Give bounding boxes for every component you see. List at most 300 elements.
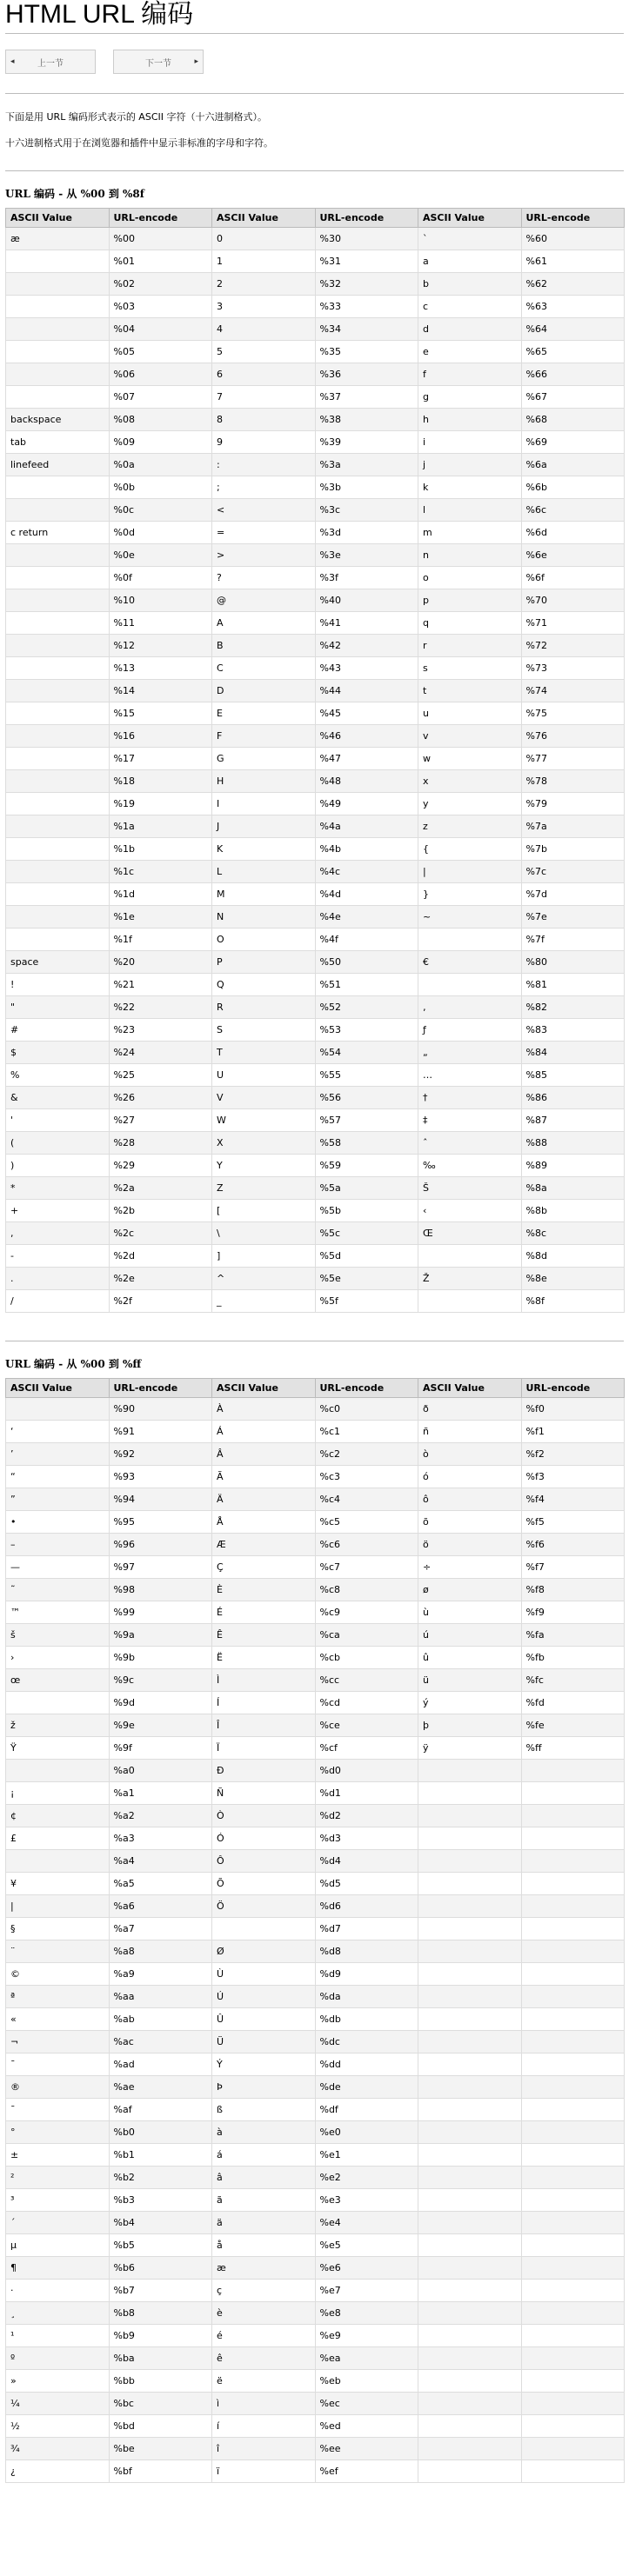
table-cell: m <box>418 522 522 544</box>
table-cell: Æ <box>212 1534 316 1556</box>
table-row <box>6 1109 625 1132</box>
table-row <box>6 1669 625 1692</box>
table-cell <box>6 793 110 815</box>
column-header: ASCII Value <box>418 1379 522 1398</box>
table-cell: ‹ <box>418 1200 522 1222</box>
table-cell <box>418 2302 522 2325</box>
table-cell: %b4 <box>109 2212 212 2234</box>
table-cell: ç <box>212 2280 316 2302</box>
table-cell: v <box>418 725 522 748</box>
table-cell: Ø <box>212 1940 316 1963</box>
table-cell <box>418 2121 522 2144</box>
table-cell: %55 <box>315 1064 418 1087</box>
table-cell: ˜ <box>6 1579 110 1601</box>
table-cell: h <box>418 409 522 431</box>
table-cell: æ <box>6 228 110 250</box>
table-cell: %03 <box>109 296 212 318</box>
table-cell: Í <box>212 1692 316 1714</box>
table-cell: R <box>212 996 316 1019</box>
table-cell: © <box>6 1963 110 1986</box>
table-cell <box>6 657 110 680</box>
table-row <box>6 1488 625 1511</box>
table-cell: à <box>212 2121 316 2144</box>
table-cell: %22 <box>109 996 212 1019</box>
table-cell: %ad <box>109 2053 212 2076</box>
table-cell: Þ <box>212 2076 316 2099</box>
table-cell: %7b <box>521 838 625 861</box>
table-cell: %53 <box>315 1019 418 1042</box>
table-cell: F <box>212 725 316 748</box>
table-cell: %f8 <box>521 1579 625 1601</box>
table-cell: %12 <box>109 635 212 657</box>
table-cell: ï <box>212 2460 316 2483</box>
table-row <box>6 770 625 793</box>
table-cell: %fc <box>521 1669 625 1692</box>
table-row <box>6 680 625 702</box>
table-row <box>6 2347 625 2370</box>
table-cell: %97 <box>109 1556 212 1579</box>
table-cell: 6 <box>212 363 316 386</box>
table-cell: a <box>418 250 522 273</box>
intro-line: 十六进制格式用于在浏览器和插件中显示非标准的字母和字符。 <box>5 137 273 149</box>
table-cell: %3d <box>315 522 418 544</box>
table-row <box>6 996 625 1019</box>
table-cell: %2f <box>109 1290 212 1313</box>
table-row <box>6 2031 625 2053</box>
table-cell: %da <box>315 1986 418 2008</box>
table-cell: ] <box>212 1245 316 1268</box>
table-cell: %ff <box>521 1737 625 1760</box>
table-cell: %a0 <box>109 1760 212 1782</box>
table-cell <box>521 2121 625 2144</box>
table-row <box>6 2008 625 2031</box>
table-cell <box>418 974 522 996</box>
table-cell: %dd <box>315 2053 418 2076</box>
table-cell <box>418 1940 522 1963</box>
table-row <box>6 1692 625 1714</box>
table-cell: q <box>418 612 522 635</box>
table-cell: ¸ <box>6 2302 110 2325</box>
table-cell: %86 <box>521 1087 625 1109</box>
table-cell: 7 <box>212 386 316 409</box>
table-cell: tab <box>6 431 110 454</box>
table-cell: y <box>418 793 522 815</box>
table-row <box>6 1782 625 1805</box>
table-cell: / <box>6 1290 110 1313</box>
table-cell: %b6 <box>109 2257 212 2280</box>
table-cell: %0a <box>109 454 212 476</box>
table-cell: %8b <box>521 1200 625 1222</box>
table-row <box>6 1714 625 1737</box>
table-row <box>6 1940 625 1963</box>
table-row <box>6 228 625 250</box>
table-cell: í <box>212 2415 316 2438</box>
table-cell: %70 <box>521 589 625 612</box>
table-cell <box>418 1805 522 1827</box>
table-cell: %51 <box>315 974 418 996</box>
table-cell: „ <box>418 1042 522 1064</box>
table-cell <box>6 1760 110 1782</box>
table-cell: ¶ <box>6 2257 110 2280</box>
table-row <box>6 2415 625 2438</box>
table-cell: %b2 <box>109 2167 212 2189</box>
table-cell: 2 <box>212 273 316 296</box>
table-row <box>6 296 625 318</box>
table-cell: ò <box>418 1443 522 1466</box>
table-row <box>6 2393 625 2415</box>
table-row <box>6 1624 625 1647</box>
table-cell: %00 <box>109 228 212 250</box>
table-cell: %a5 <box>109 1873 212 1895</box>
table-cell <box>418 1850 522 1873</box>
table-cell: %e4 <box>315 2212 418 2234</box>
table-cell: %f2 <box>521 1443 625 1466</box>
table-cell: ø <box>418 1579 522 1601</box>
table-cell: A <box>212 612 316 635</box>
table-cell: ô <box>418 1488 522 1511</box>
table-cell: %7e <box>521 906 625 929</box>
table-cell: ¯ <box>6 2099 110 2121</box>
table-cell: %5c <box>315 1222 418 1245</box>
table-cell: š <box>6 1624 110 1647</box>
table-cell: ® <box>6 2076 110 2099</box>
table-cell: %18 <box>109 770 212 793</box>
table-cell <box>521 1805 625 1827</box>
table-row <box>6 2438 625 2460</box>
table-cell: %13 <box>109 657 212 680</box>
table-cell: 5 <box>212 341 316 363</box>
table-cell: ¾ <box>6 2438 110 2460</box>
table-row <box>6 499 625 522</box>
table-cell: %32 <box>315 273 418 296</box>
table-cell: %93 <box>109 1466 212 1488</box>
table-cell: %2d <box>109 1245 212 1268</box>
table-cell: %7f <box>521 929 625 951</box>
table-cell: é <box>212 2325 316 2347</box>
table-cell: %98 <box>109 1579 212 1601</box>
table-cell <box>418 2167 522 2189</box>
table-cell: %92 <box>109 1443 212 1466</box>
table-cell: %9f <box>109 1737 212 1760</box>
table-cell <box>418 1986 522 2008</box>
table-cell: %a9 <box>109 1963 212 1986</box>
table-cell: %fd <box>521 1692 625 1714</box>
table-cell: %b8 <box>109 2302 212 2325</box>
table-cell <box>418 2325 522 2347</box>
intro <box>5 94 624 170</box>
table-cell: J <box>212 815 316 838</box>
table-cell: x <box>418 770 522 793</box>
table-cell: %69 <box>521 431 625 454</box>
table-cell <box>6 1398 110 1421</box>
table-cell: %74 <box>521 680 625 702</box>
table-cell: ‚ <box>418 996 522 1019</box>
table-row <box>6 2121 625 2144</box>
table-cell: b <box>418 273 522 296</box>
table-cell <box>521 1940 625 1963</box>
table-cell <box>418 2234 522 2257</box>
table-cell: %3b <box>315 476 418 499</box>
table-cell: œ <box>6 1669 110 1692</box>
table-cell <box>521 1963 625 1986</box>
table-cell: ¼ <box>6 2393 110 2415</box>
section-title: URL 编码 - 从 %00 到 %8f <box>5 188 144 200</box>
table-cell: ` <box>418 228 522 250</box>
table-cell: s <box>418 657 522 680</box>
table-cell: * <box>6 1177 110 1200</box>
table-cell <box>418 1963 522 1986</box>
table-cell <box>418 1873 522 1895</box>
table-cell <box>418 2460 522 2483</box>
table-row <box>6 1827 625 1850</box>
table-cell: backspace <box>6 409 110 431</box>
table-cell: Ô <box>212 1850 316 1873</box>
table-cell: %c0 <box>315 1398 418 1421</box>
table-cell <box>6 589 110 612</box>
table-cell: %59 <box>315 1155 418 1177</box>
table-cell <box>521 2280 625 2302</box>
table-cell <box>418 2370 522 2393</box>
table-cell: Ï <box>212 1737 316 1760</box>
prev-section-button[interactable] <box>5 50 96 74</box>
table-cell: %77 <box>521 748 625 770</box>
table-cell: %a8 <box>109 1940 212 1963</box>
table-cell: Â <box>212 1443 316 1466</box>
table-row <box>6 2460 625 2483</box>
table-cell: t <box>418 680 522 702</box>
table-row <box>6 1245 625 1268</box>
table-cell: %c3 <box>315 1466 418 1488</box>
table-cell: ² <box>6 2167 110 2189</box>
table-cell <box>418 2053 522 2076</box>
table-cell: %2e <box>109 1268 212 1290</box>
table-row <box>6 567 625 589</box>
table-cell: w <box>418 748 522 770</box>
table-cell: â <box>212 2167 316 2189</box>
table-cell: %39 <box>315 431 418 454</box>
table-cell: %be <box>109 2438 212 2460</box>
table-cell: %9c <box>109 1669 212 1692</box>
table-cell: %d7 <box>315 1918 418 1940</box>
table-cell: Á <box>212 1421 316 1443</box>
column-header: URL-encode <box>109 1379 212 1398</box>
table-cell: ; <box>212 476 316 499</box>
table-cell: %c1 <box>315 1421 418 1443</box>
table-cell: ù <box>418 1601 522 1624</box>
table-cell: %bb <box>109 2370 212 2393</box>
table-cell: %6f <box>521 567 625 589</box>
table-cell: %ed <box>315 2415 418 2438</box>
table-cell: # <box>6 1019 110 1042</box>
table-row <box>6 2302 625 2325</box>
table-cell: %66 <box>521 363 625 386</box>
table-cell: %0b <box>109 476 212 499</box>
column-header: ASCII Value <box>212 209 316 228</box>
table-cell: %60 <box>521 228 625 250</box>
table-cell: P <box>212 951 316 974</box>
table-cell <box>418 1782 522 1805</box>
table-cell: linefeed <box>6 454 110 476</box>
table-cell: %56 <box>315 1087 418 1109</box>
table-cell: Ý <box>212 2053 316 2076</box>
table-cell: %ab <box>109 2008 212 2031</box>
table-cell: ^ <box>212 1268 316 1290</box>
table-row <box>6 1873 625 1895</box>
table-cell: æ <box>212 2257 316 2280</box>
table-cell <box>6 273 110 296</box>
table-cell: %f9 <box>521 1601 625 1624</box>
table-cell: %4c <box>315 861 418 883</box>
table-cell <box>418 1760 522 1782</box>
table-cell: %ee <box>315 2438 418 2460</box>
table-cell: D <box>212 680 316 702</box>
table-cell: Ò <box>212 1805 316 1827</box>
table-cell: ö <box>418 1534 522 1556</box>
table-cell: ñ <box>418 1421 522 1443</box>
table-cell: $ <box>6 1042 110 1064</box>
table-cell <box>418 2393 522 2415</box>
table-cell <box>6 567 110 589</box>
table-cell <box>521 2302 625 2325</box>
table-cell: %75 <box>521 702 625 725</box>
table-cell: %8c <box>521 1222 625 1245</box>
table-cell: %44 <box>315 680 418 702</box>
table-cell: %37 <box>315 386 418 409</box>
table-cell: ‰ <box>418 1155 522 1177</box>
table-cell: ’ <box>6 1443 110 1466</box>
table-cell: Œ <box>418 1222 522 1245</box>
column-header: ASCII Value <box>212 1379 316 1398</box>
table-cell: %ce <box>315 1714 418 1737</box>
table-cell: %dc <box>315 2031 418 2053</box>
table-cell <box>418 1895 522 1918</box>
table-cell: › <box>6 1647 110 1669</box>
table-cell: %95 <box>109 1511 212 1534</box>
table-row <box>6 273 625 296</box>
table-row <box>6 2325 625 2347</box>
table-cell: Û <box>212 2008 316 2031</box>
next-section-button[interactable] <box>113 50 204 74</box>
table-cell: g <box>418 386 522 409</box>
table-cell: %fa <box>521 1624 625 1647</box>
table-cell: %e1 <box>315 2144 418 2167</box>
table-row <box>6 431 625 454</box>
table-row <box>6 1601 625 1624</box>
table-row <box>6 2212 625 2234</box>
table-cell: %ea <box>315 2347 418 2370</box>
table-cell: %79 <box>521 793 625 815</box>
table-row <box>6 635 625 657</box>
table-cell: § <box>6 1918 110 1940</box>
table-cell: %2b <box>109 1200 212 1222</box>
table-cell: %c6 <box>315 1534 418 1556</box>
table-cell: – <box>6 1534 110 1556</box>
table-cell: %d3 <box>315 1827 418 1850</box>
table-cell: %64 <box>521 318 625 341</box>
table-cell: %c9 <box>315 1601 418 1624</box>
table-cell: %9e <box>109 1714 212 1737</box>
table-cell: f <box>418 363 522 386</box>
table-cell: è <box>212 2302 316 2325</box>
table-cell: U <box>212 1064 316 1087</box>
table-cell: k <box>418 476 522 499</box>
table-cell: %4d <box>315 883 418 906</box>
table-cell: E <box>212 702 316 725</box>
table-cell: %81 <box>521 974 625 996</box>
table-cell: L <box>212 861 316 883</box>
table-cell: ! <box>6 974 110 996</box>
table-cell <box>6 725 110 748</box>
table-cell: %aa <box>109 1986 212 2008</box>
table-cell: Ã <box>212 1466 316 1488</box>
table-cell: %30 <box>315 228 418 250</box>
table-row <box>6 1647 625 1669</box>
table-cell <box>6 1850 110 1873</box>
table-cell: | <box>418 861 522 883</box>
table-row <box>6 815 625 838</box>
table-cell <box>6 296 110 318</box>
table-cell: %26 <box>109 1087 212 1109</box>
table-cell: %c8 <box>315 1579 418 1601</box>
table-cell: B <box>212 635 316 657</box>
table-cell: %15 <box>109 702 212 725</box>
table-cell: %f7 <box>521 1556 625 1579</box>
table-cell: %ae <box>109 2076 212 2099</box>
table-row <box>6 2189 625 2212</box>
table-cell: %1d <box>109 883 212 906</box>
table-cell <box>418 2076 522 2099</box>
table-cell <box>418 2257 522 2280</box>
table-row <box>6 589 625 612</box>
table-cell: %16 <box>109 725 212 748</box>
table-cell <box>418 2099 522 2121</box>
table-cell: ‘ <box>6 1421 110 1443</box>
table-cell: %9b <box>109 1647 212 1669</box>
table-row <box>6 1511 625 1534</box>
table-cell: ¹ <box>6 2325 110 2347</box>
table-cell <box>6 838 110 861</box>
table-cell: %10 <box>109 589 212 612</box>
table-cell: X <box>212 1132 316 1155</box>
table-cell: %e3 <box>315 2189 418 2212</box>
table-cell: 9 <box>212 431 316 454</box>
table-cell: %6a <box>521 454 625 476</box>
table-cell: %d0 <box>315 1760 418 1782</box>
table-cell: %0f <box>109 567 212 589</box>
table-cell: %8e <box>521 1268 625 1290</box>
table-cell: %87 <box>521 1109 625 1132</box>
table-cell: %8a <box>521 1177 625 1200</box>
table-cell: %7a <box>521 815 625 838</box>
table-cell <box>6 318 110 341</box>
table-cell: j <box>418 454 522 476</box>
table-cell: %6e <box>521 544 625 567</box>
section-title: URL 编码 - 从 %00 到 %ff <box>5 1358 142 1370</box>
table-cell: %3e <box>315 544 418 567</box>
table-cell <box>6 544 110 567</box>
table-cell: %9a <box>109 1624 212 1647</box>
table-cell <box>418 2212 522 2234</box>
table-cell: %89 <box>521 1155 625 1177</box>
table-cell: %d1 <box>315 1782 418 1805</box>
table-cell: %b7 <box>109 2280 212 2302</box>
table-cell <box>521 2053 625 2076</box>
table-cell: ¢ <box>6 1805 110 1827</box>
table-cell: r <box>418 635 522 657</box>
table-row <box>6 906 625 929</box>
table-cell: ž <box>6 1714 110 1737</box>
table-cell: %bc <box>109 2393 212 2415</box>
